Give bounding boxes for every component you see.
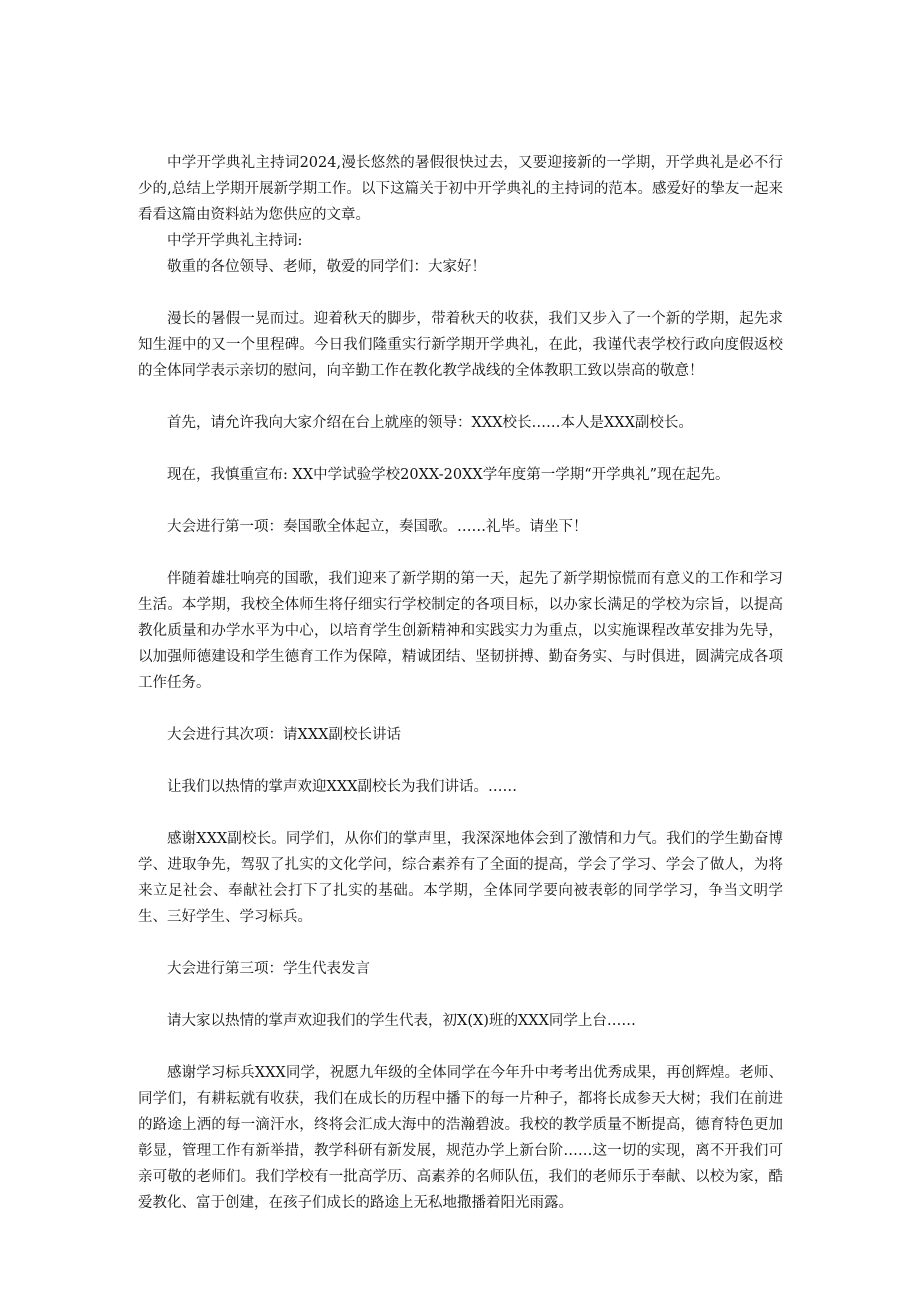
welcome-student-paragraph: 请大家以热情的掌声欢迎我们的学生代表，初X(X)班的XXX同学上台…… [167, 1013, 636, 1029]
document-body [138, 150, 783, 1216]
welcome-vice-principal-paragraph: 让我们以热情的掌声欢迎XXX副校长为我们讲话。…… [167, 779, 517, 795]
announcement-paragraph: 现在，我慎重宣布: XX中学试验学校20XX-20XX学年度第一学期“开学典礼”现在起先。 [167, 467, 730, 483]
new-semester-paragraph: 伴随着雄壮响亮的国歌，我们迎来了新学期的第一天，起先了新学期惊慌而有意义的工作和学习生活。本学期，我校全体师生将仔细实行学校制定的各项目标，以办家长满足的学校为宗旨，以提高教化质量和办学水平为中心，以培育学生创新精神和实践实力为重点，以实施课程改革安排为先导，以加强师德建设和学生德育工作为保障，精诚团结、坚韧拼搏、勤奋务实、与时俱进，圆满完成各项工作任务。 [138, 571, 783, 691]
agenda-item-2: 大会进行其次项：请XXX副校长讲话 [167, 727, 401, 743]
introduce-leaders-paragraph: 首先，请允许我向大家介绍在台上就座的领导：XXX校长……本人是XXX副校长。 [167, 415, 693, 431]
host-speech-heading: 中学开学典礼主持词: [167, 233, 303, 249]
thanks-vice-principal-paragraph: 感谢XXX副校长。同学们，从你们的掌声里，我深深地体会到了激情和力气。我们的学生勤奋博学、进取争先，驾驭了扎实的文化学问，综合素养有了全面的提高，学会了学习、学会了做人，为将来立足社会、奉献社会打下了扎实的基础。本学期，全体同学要向被表彰的同学学习，争当文明学生、三好学生、学习标兵。 [138, 831, 783, 925]
thanks-student-paragraph: 感谢学习标兵XXX同学，祝愿九年级的全体同学在今年升中考考出优秀成果，再创辉煌。老师、同学们，有耕耘就有收获，我们在成长的历程中播下的每一片种子，都将长成参天大树；我们在前进的路途上洒的每一滴汗水，终将会汇成大海中的浩瀚碧波。我校的教学质量不断提高，德育特色更加彰显，管理工作有新举措，教学科研有新发展，规范办学上新台阶……这一切的实现，离不开我们可亲可敬的老师们。我们学校有一批高学历、高素养的名师队伍，我们的老师乐于奉献、以校为家，酷爱教化、富于创建，在孩子们成长的路途上无私地撒播着阳光雨露。 [138, 1065, 783, 1211]
agenda-item-3: 大会进行第三项：学生代表发言 [167, 961, 370, 977]
agenda-item-1: 大会进行第一项：奏国歌全体起立，奏国歌。……礼毕。请坐下！ [167, 519, 588, 535]
greeting-paragraph: 敬重的各位领导、老师，敬爱的同学们：大家好！ [167, 259, 486, 275]
opening-paragraph: 漫长的暑假一晃而过。迎着秋天的脚步，带着秋天的收获，我们又步入了一个新的学期，起先求知生涯中的又一个里程碑。今日我们隆重实行新学期开学典礼，在此，我谨代表学校行政向度假返校的全体同学表示亲切的慰问，向辛勤工作在教化教学战线的全体教职工致以崇高的敬意！ [138, 311, 783, 379]
intro-paragraph: 中学开学典礼主持词2024,漫长悠然的暑假很快过去，又要迎接新的一学期，开学典礼是必不行少的,总结上学期开展新学期工作。以下这篇关于初中开学典礼的主持词的范本。感爱好的挚友一起来看看这篇由资料站为您供应的文章。 [138, 155, 783, 223]
